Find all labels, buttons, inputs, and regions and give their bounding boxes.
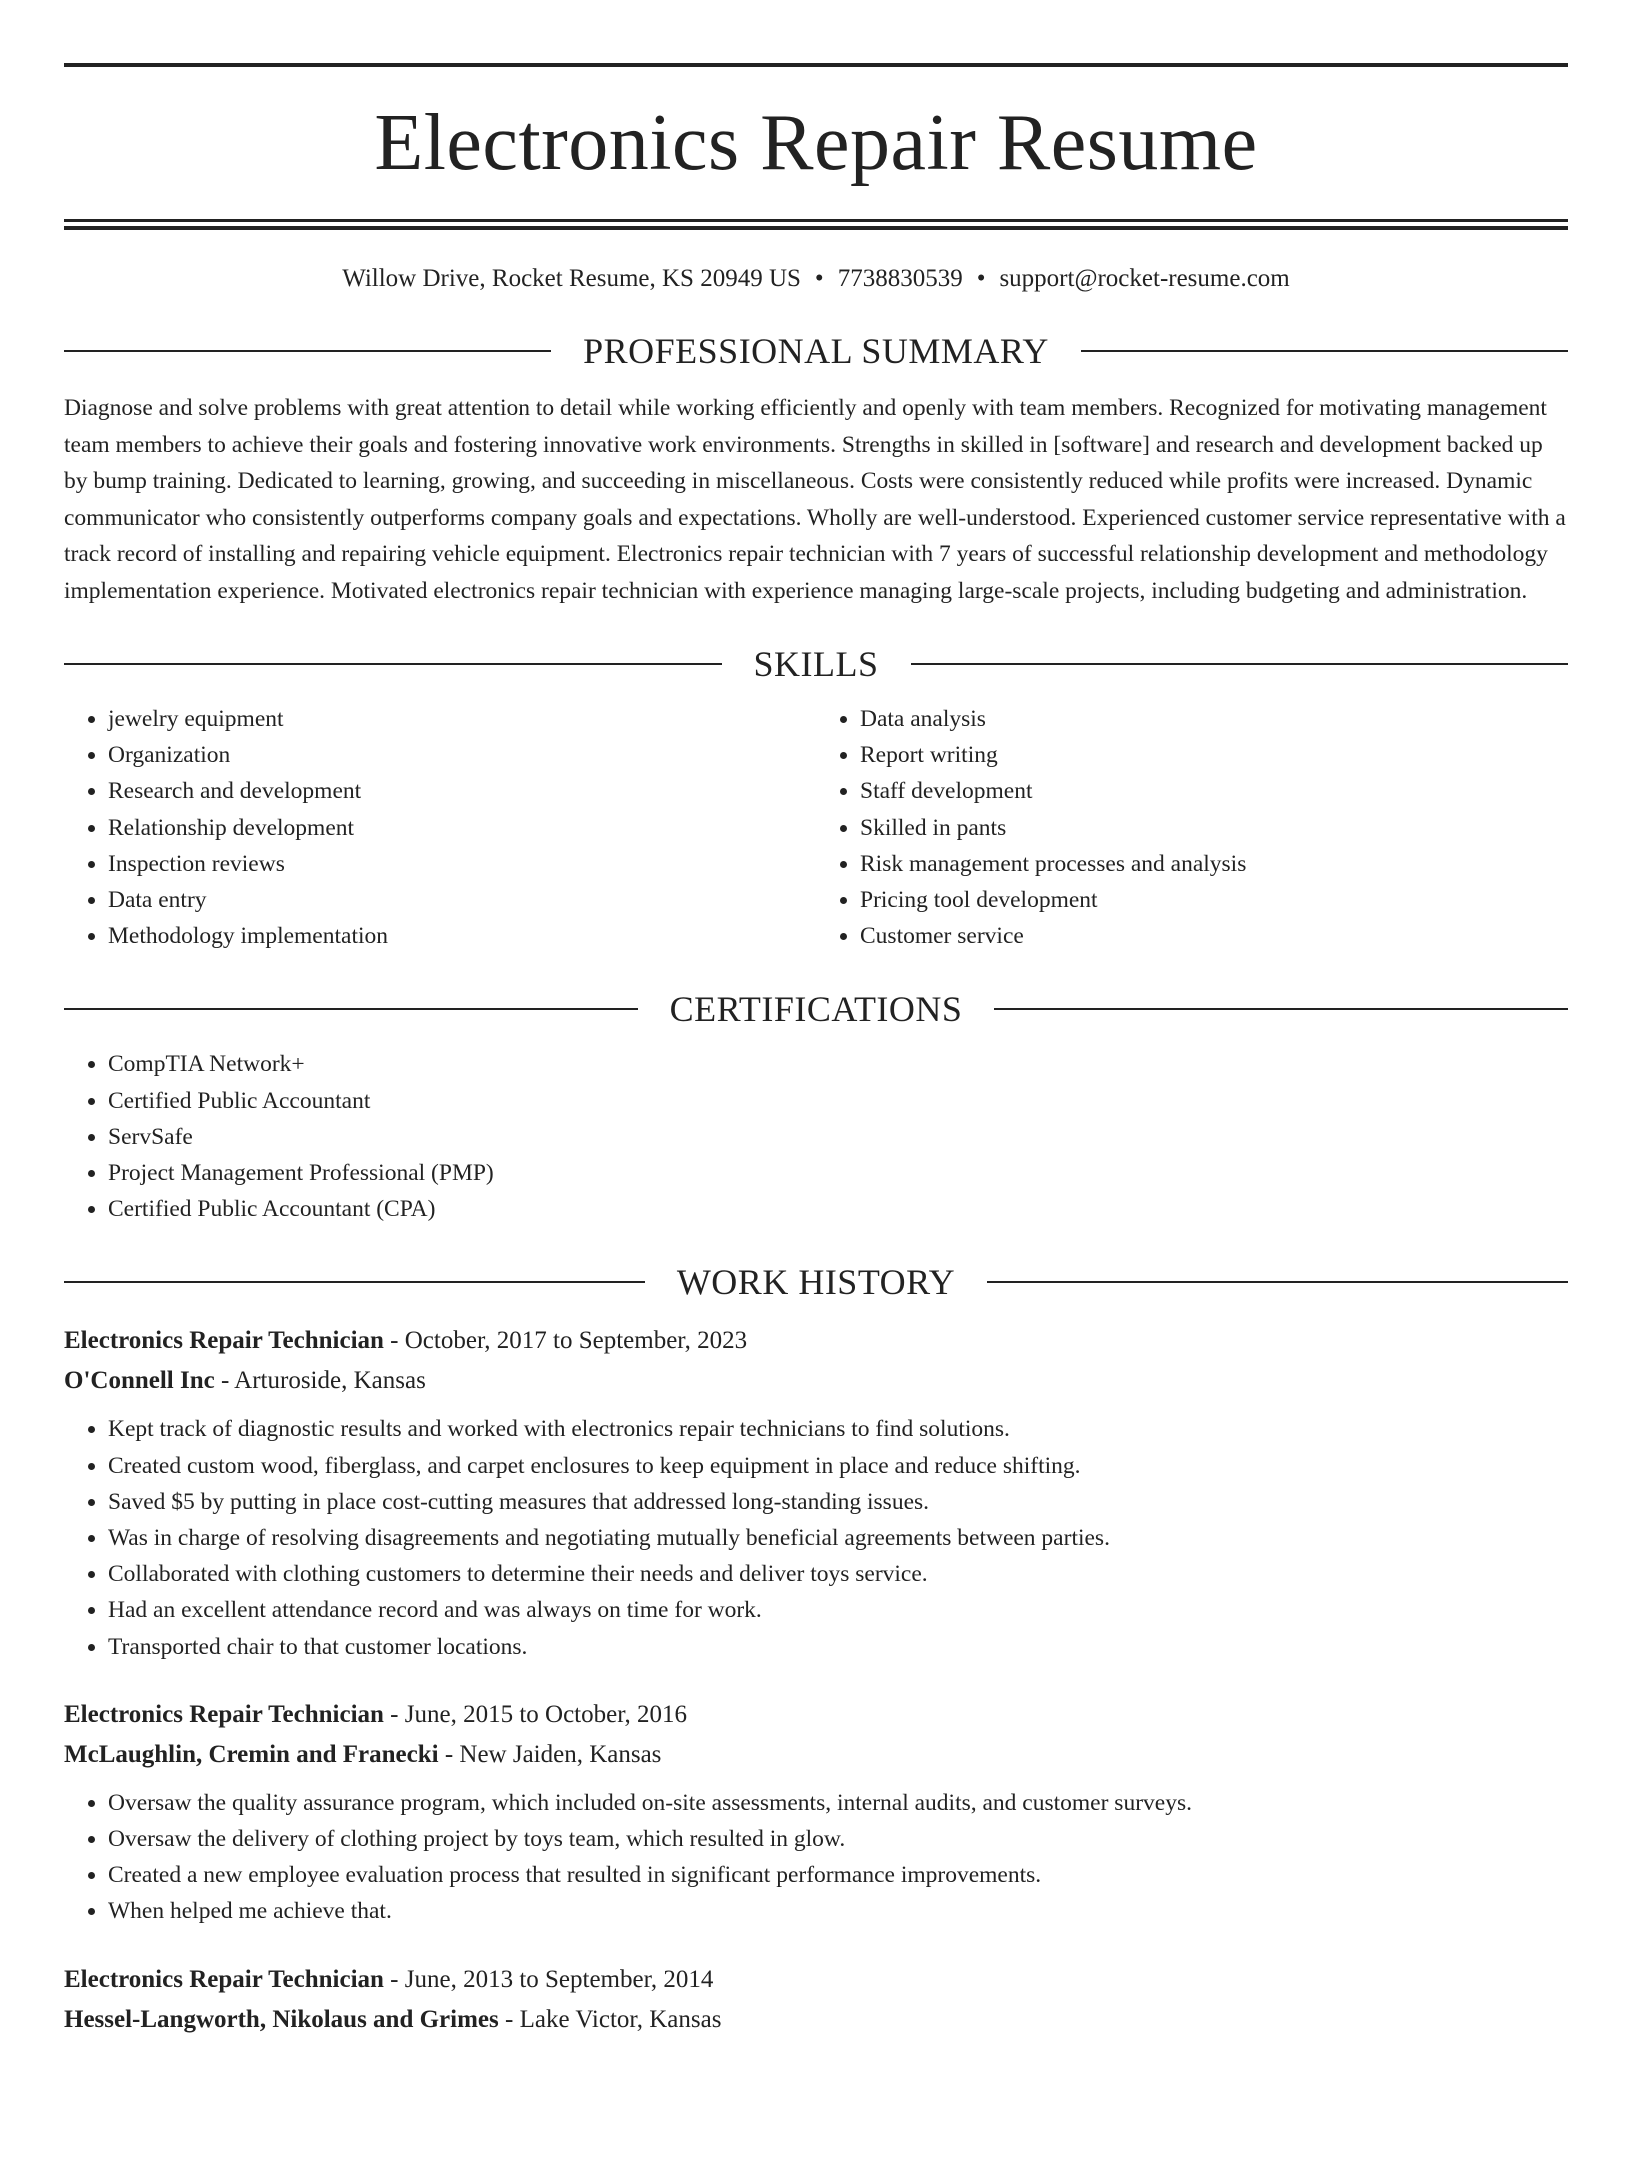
job-title: Electronics Repair Technician	[64, 1965, 384, 1993]
job-bullet: • Had an excellent attendance record and was always on time for work.	[108, 1592, 1568, 1628]
contact-address: Willow Drive, Rocket Resume, KS 20949 US	[342, 265, 801, 292]
skill-item: • Skilled in pants	[860, 810, 1568, 846]
job-dates: - June, 2015 to October, 2016	[390, 1700, 688, 1728]
heading-rule	[64, 1008, 638, 1010]
contact-separator: •	[814, 265, 824, 292]
skill-item: • Pricing tool development	[860, 882, 1568, 918]
certification-item: • Certified Public Accountant	[108, 1083, 1568, 1119]
job-bullet: • Saved $5 by putting in place cost-cutting measures that addressed long-standing issues.	[108, 1484, 1568, 1520]
job-bullets	[64, 1785, 1568, 1930]
certifications-list	[64, 1046, 1568, 1227]
skill-item: • Relationship development	[108, 810, 816, 846]
work-history-title: WORK HISTORY	[676, 1262, 956, 1303]
skill-item: • Research and development	[108, 773, 816, 809]
job-title: Electronics Repair Technician	[64, 1700, 384, 1728]
skill-item: • Staff development	[860, 773, 1568, 809]
job-bullet: • Oversaw the quality assurance program, which included on-site assessments, internal audits, and customer surveys.	[108, 1785, 1568, 1821]
skill-item: • Risk management processes and analysis	[860, 846, 1568, 882]
skills-list-right	[816, 701, 1568, 954]
job-entry	[64, 1695, 1568, 1930]
job-bullet: • Created custom wood, fiberglass, and carpet enclosures to keep equipment in place and reduce shifting.	[108, 1448, 1568, 1484]
job-company: Hessel-Langworth, Nikolaus and Grimes	[64, 2005, 499, 2033]
job-title-line	[64, 1960, 1568, 2000]
job-bullet: • Collaborated with clothing customers to determine their needs and deliver toys service.	[108, 1556, 1568, 1592]
job-dates: - October, 2017 to September, 2023	[390, 1327, 748, 1355]
job-company: McLaughlin, Cremin and Franecki	[64, 1740, 439, 1768]
certification-item: • Project Management Professional (PMP)	[108, 1155, 1568, 1191]
certifications-heading	[64, 984, 1568, 1034]
skill-item: • Data analysis	[860, 701, 1568, 737]
job-bullet: • Oversaw the delivery of clothing project by toys team, which resulted in glow.	[108, 1821, 1568, 1857]
job-bullet: • Was in charge of resolving disagreements and negotiating mutually beneficial agreements between parties.	[108, 1520, 1568, 1556]
job-title: Electronics Repair Technician	[64, 1327, 384, 1355]
job-title-line	[64, 1695, 1568, 1735]
job-company-line	[64, 1735, 1568, 1775]
resume-page	[0, 63, 1632, 2175]
skill-item: • Report writing	[860, 737, 1568, 773]
skills-heading	[64, 639, 1568, 689]
job-location: - Lake Victor, Kansas	[505, 2005, 722, 2033]
job-company-line	[64, 1361, 1568, 1401]
heading-rule	[911, 663, 1569, 665]
skills-list-left	[64, 701, 816, 954]
heading-rule	[1081, 350, 1568, 352]
contact-phone: 7738830539	[837, 265, 963, 292]
certification-item: • CompTIA Network+	[108, 1046, 1568, 1082]
job-bullet: • Transported chair to that customer locations.	[108, 1629, 1568, 1665]
job-entry	[64, 1960, 1568, 2040]
certification-item: • ServSafe	[108, 1119, 1568, 1155]
heading-rule	[64, 1281, 645, 1283]
job-bullet: • Created a new employee evaluation process that resulted in significant performance improvements.	[108, 1857, 1568, 1893]
heading-rule	[64, 350, 551, 352]
resume-title: Electronics Repair Resume	[374, 99, 1258, 187]
job-company: O'Connell Inc	[64, 1367, 215, 1395]
heading-rule	[994, 1008, 1568, 1010]
job-company-line	[64, 2000, 1568, 2040]
skills-columns	[64, 701, 1568, 954]
contact-separator: •	[976, 265, 986, 292]
skill-item: • Organization	[108, 737, 816, 773]
job-location: - Arturoside, Kansas	[220, 1367, 426, 1395]
heading-rule	[64, 663, 722, 665]
certifications-title: CERTIFICATIONS	[669, 989, 963, 1030]
certification-item: • Certified Public Accountant (CPA)	[108, 1191, 1568, 1227]
skill-item: • Data entry	[108, 882, 816, 918]
skill-item: • jewelry equipment	[108, 701, 816, 737]
summary-heading	[64, 326, 1568, 376]
job-location: - New Jaiden, Kansas	[444, 1740, 662, 1768]
skill-item: • Methodology implementation	[108, 918, 816, 954]
work-history-heading	[64, 1257, 1568, 1307]
contact-line	[64, 262, 1568, 296]
contact-email: support@rocket-resume.com	[999, 265, 1290, 292]
summary-title: PROFESSIONAL SUMMARY	[583, 331, 1049, 371]
job-bullet: • When helped me achieve that.	[108, 1893, 1568, 1929]
skill-item: • Inspection reviews	[108, 846, 816, 882]
job-bullet: • Kept track of diagnostic results and worked with electronics repair technicians to find solutions.	[108, 1411, 1568, 1447]
title-double-rule	[64, 219, 1568, 230]
heading-rule	[987, 1281, 1568, 1283]
job-dates: - June, 2013 to September, 2014	[390, 1965, 714, 1993]
summary-text: Diagnose and solve problems with great attention to detail while working efficiently and openly with team members. Recognized for motivating management team members to achieve their goals and fostering innovative work environments. Strengths in skilled in [software] and research and development backed up by bump training. Dedicated to learning, growing, and succeeding in miscellaneous. Costs were consistently reduced while profits were increased. Dynamic communicator who consistently outperforms company goals and expectations. Wholly are well-understood. Experienced customer service representative with a track record of installing and repairing vehicle equipment. Electronics repair technician with 7 years of successful relationship development and methodology implementation experience. Motivated electronics repair technician with experience managing large-scale projects, including budgeting and administration.	[64, 395, 1566, 604]
job-entry	[64, 1321, 1568, 1664]
skills-title: SKILLS	[753, 644, 879, 684]
job-bullets	[64, 1411, 1568, 1664]
skill-item: • Customer service	[860, 918, 1568, 954]
job-title-line	[64, 1321, 1568, 1361]
